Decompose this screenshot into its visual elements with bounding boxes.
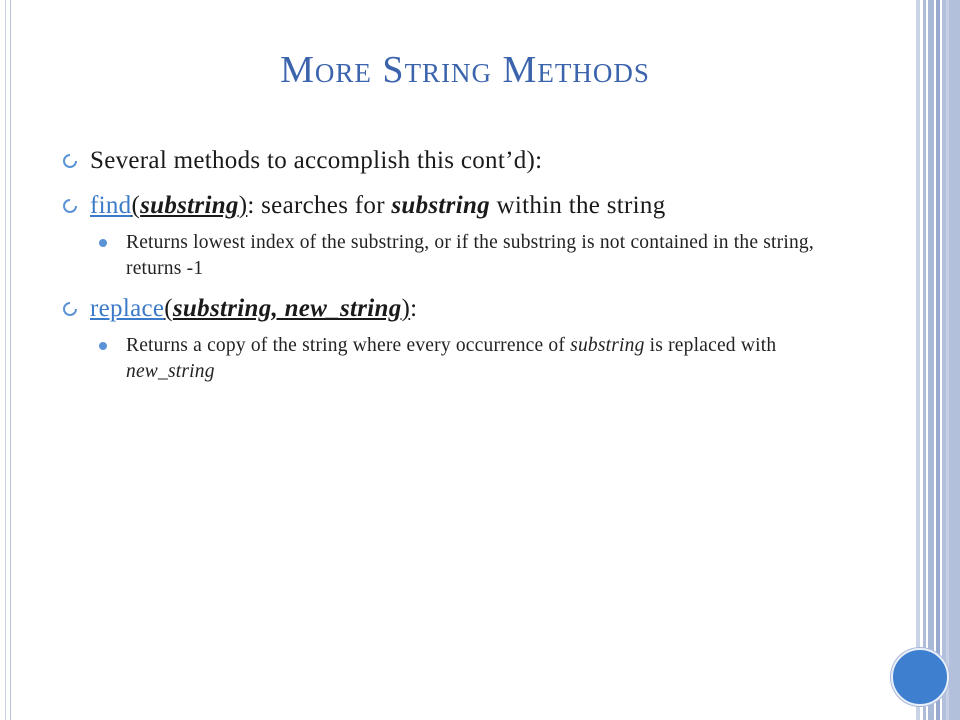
slide-title: More String Methods [280, 49, 650, 91]
bullet-find [62, 189, 862, 222]
decor-bar [936, 0, 940, 720]
decor-bar [928, 0, 934, 720]
bullet-text: Several methods to accomplish this cont’d): [90, 147, 543, 174]
find-desc-arg: substring [391, 192, 490, 219]
decor-bar [923, 0, 926, 720]
paren-close: ) [401, 295, 411, 322]
bullet-several-methods [62, 144, 862, 177]
sub-arg-substring: substring [570, 335, 645, 356]
decor-bar [942, 0, 960, 720]
dot-bullet-icon [99, 342, 107, 350]
right-bars-decoration [916, 0, 960, 720]
sub-bullet-find [62, 230, 862, 282]
ring-bullet-icon [62, 198, 78, 214]
find-desc-post: within the string [489, 192, 666, 219]
ring-bullet-icon [62, 153, 78, 169]
bullet-replace [62, 292, 862, 325]
paren-open: ( [164, 295, 173, 322]
paren-open: ( [131, 192, 141, 219]
left-border-decoration [0, 0, 11, 720]
replace-link[interactable]: replace [90, 295, 165, 322]
paren-close: ) [238, 192, 248, 219]
dot-bullet-icon [99, 239, 107, 247]
sub-text-pre: Returns a copy of the string where every occurrence of [126, 335, 571, 356]
decor-bar [916, 0, 920, 720]
decor-circle [891, 648, 949, 706]
replace-args: substring, new_string [172, 295, 402, 322]
sub-text-mid: is replaced with [644, 335, 777, 356]
sub-bullet-replace [62, 333, 862, 385]
ring-bullet-icon [62, 301, 78, 317]
find-arg: substring [140, 192, 239, 219]
sub-bullet-text: Returns lowest index of the substring, or if the substring is not contained in the string, returns -1 [126, 232, 814, 279]
replace-colon: : [410, 295, 418, 322]
slide-content [62, 144, 862, 395]
find-link[interactable]: find [90, 192, 132, 219]
sub-arg-new-string: new_string [126, 361, 215, 382]
find-desc-pre: : searches for [247, 192, 392, 219]
